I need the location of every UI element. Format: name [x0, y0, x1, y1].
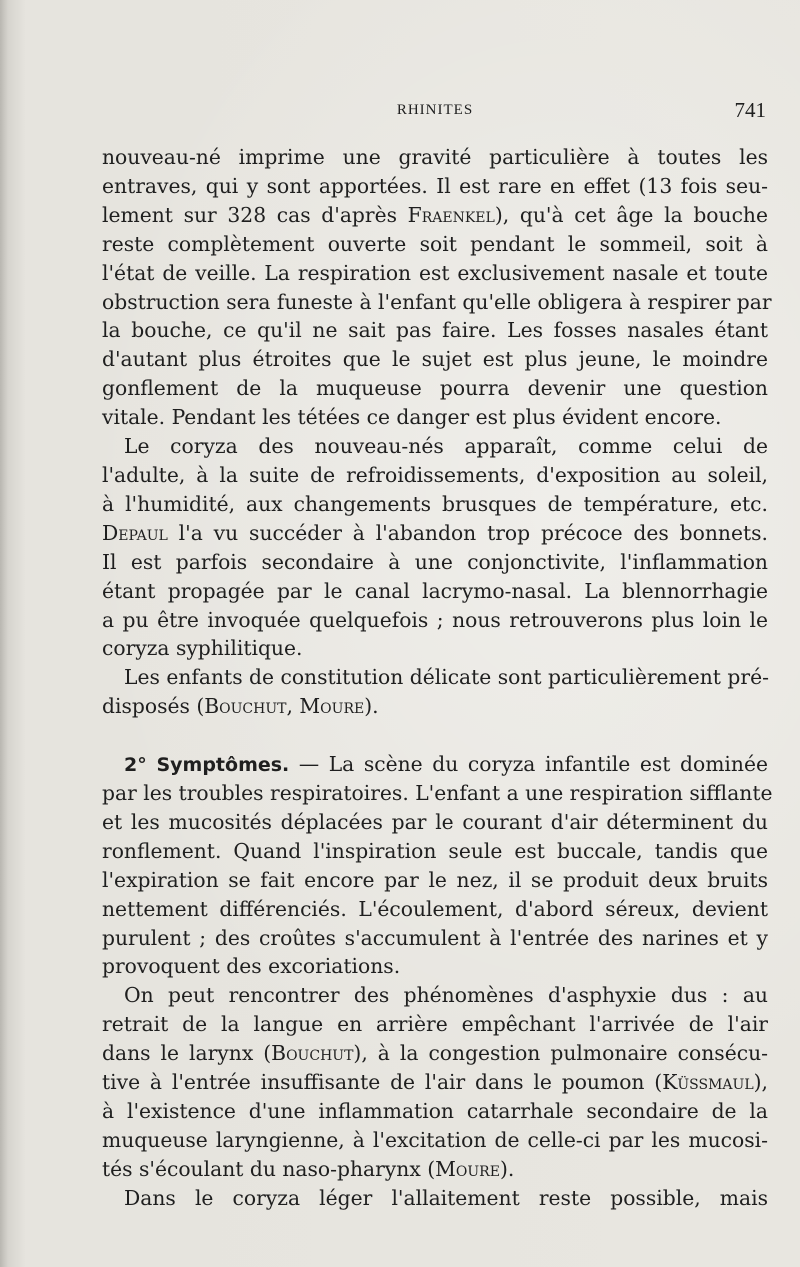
text-line: vitale. Pendant les tétées ce danger est plus évident encore.: [102, 405, 722, 430]
paragraph: [102, 750, 773, 981]
text-line: étant propagée par le canal lacrymo-nasal. La blennorrhagie: [102, 578, 768, 603]
author-name: Depaul: [102, 520, 168, 545]
text-line: coryza syphilitique.: [102, 636, 303, 661]
paragraph: [102, 663, 768, 721]
text-line: l'état de veille. La respiration est exclusivement nasale et toute: [102, 260, 768, 285]
text-line: la bouche, ce qu'il ne sait pas faire. Les fosses nasales étant: [102, 318, 768, 343]
author-name: Bouchut: [204, 694, 287, 719]
text-line: à l'existence d'une inflammation catarrhale secondaire de la: [102, 1099, 768, 1123]
text-line: gonflement de la muqueuse pourra devenir une question: [102, 376, 768, 401]
text-line: purulent ; des croûtes s'accumulent à l'entrée des narines et y: [102, 925, 768, 950]
running-title: RHINITES: [396, 102, 474, 118]
page-number: 741: [734, 98, 766, 122]
author-name: Moure: [435, 1156, 500, 1181]
text-line: tive à l'entrée insuffisante de l'air dans le poumon (Küssmaul),: [102, 1070, 768, 1095]
text-line: retrait de la langue en arrière empêchant l'arrivée de l'air: [102, 1012, 768, 1037]
text-line: nouveau-né imprime une gravité particulière à toutes les: [102, 145, 768, 169]
section-heading: 2° Symptômes.: [124, 754, 290, 777]
text-line: dans le larynx (Bouchut), à la congestion pulmonaire consécu-: [102, 1041, 768, 1066]
body-text: [102, 143, 773, 1213]
text-line: à l'humidité, aux changements brusques de température, etc.: [102, 491, 768, 516]
text-line: obstruction sera funeste à l'enfant qu'elle obligera à respirer par: [102, 289, 772, 314]
text-line: disposés (Bouchut, Moure).: [102, 694, 379, 719]
section-gap: [102, 721, 768, 750]
text-line: par les troubles respiratoires. L'enfant a une respiration sifflante: [102, 781, 773, 806]
text-line: reste complètement ouverte soit pendant le sommeil, soit à: [102, 231, 768, 256]
paragraph: [102, 143, 772, 432]
text-line: l'expiration se fait encore par le nez, il se produit deux bruits: [102, 867, 768, 892]
text-line: tés s'écoulant du naso-pharynx (Moure).: [102, 1156, 515, 1181]
text-line: Dans le coryza léger l'allaitement reste possible, mais: [124, 1185, 768, 1210]
text-line: l'adulte, à la suite de refroidissements, d'exposition au soleil,: [102, 462, 768, 487]
text-line: Depaul l'a vu succéder à l'abandon trop précoce des bonnets.: [102, 520, 768, 545]
text-line: et les mucosités déplacées par le courant d'air déterminent du: [102, 809, 768, 834]
text-line: Il est parfois secondaire à une conjonctivite, l'inflammation: [102, 549, 768, 574]
paragraph: [102, 1184, 768, 1213]
text-line: lement sur 328 cas d'après Fraenkel), qu'à cet âge la bouche: [102, 202, 768, 227]
text-line: ronflement. Quand l'inspiration seule est buccale, tandis que: [102, 838, 768, 863]
paragraph: [102, 432, 768, 663]
paragraph: [102, 981, 768, 1183]
text-line: On peut rencontrer des phénomènes d'asphyxie dus : au: [124, 983, 768, 1008]
text-line: d'autant plus étroites que le sujet est plus jeune, le moindre: [102, 347, 768, 372]
text-line: muqueuse laryngienne, à l'excitation de celle-ci par les mucosi-: [102, 1127, 768, 1152]
text-line: provoquent des excoriations.: [102, 954, 401, 979]
text-line: entraves, qui y sont apportées. Il est rare en effet (13 fois seu-: [102, 173, 768, 198]
text-line: Les enfants de constitution délicate sont particulièrement pré-: [124, 665, 769, 690]
text-line: 2° Symptômes. — La scène du coryza infantile est dominée: [124, 752, 768, 777]
author-name: Moure: [299, 694, 365, 719]
text-line: Le coryza des nouveau-nés apparaît, comme celui de: [124, 434, 768, 459]
text-line: nettement différenciés. L'écoulement, d'abord séreux, devient: [102, 896, 768, 921]
author-name: Fraenkel: [407, 202, 495, 227]
author-name: Bouchut: [271, 1041, 354, 1066]
author-name: Küssmaul: [662, 1070, 754, 1095]
page-header: [102, 100, 768, 126]
text-line: a pu être invoquée quelquefois ; nous retrouverons plus loin le: [102, 607, 768, 632]
